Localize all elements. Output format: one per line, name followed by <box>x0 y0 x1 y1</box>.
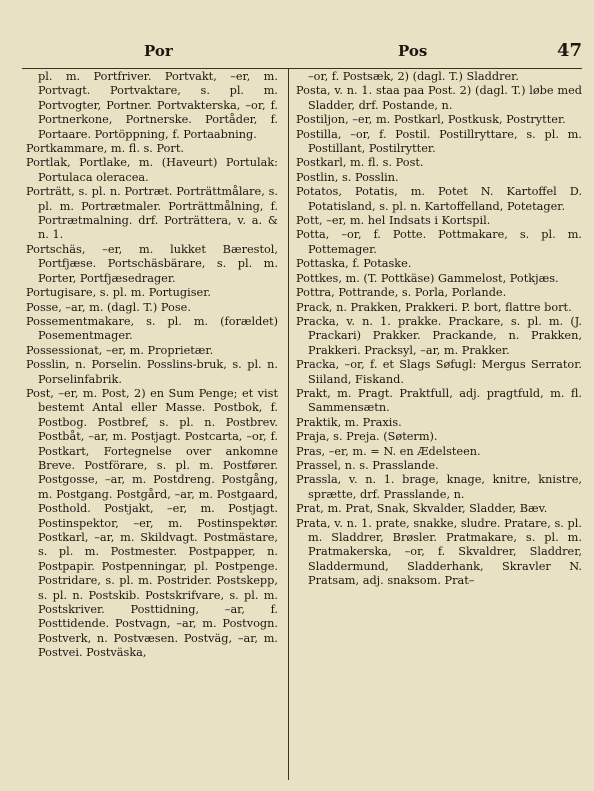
dictionary-entry: Prassel, n. s. Prasslande. <box>296 458 439 472</box>
column-divider <box>288 68 289 780</box>
dictionary-entry: Possessionat, –er, m. Proprietær. <box>26 343 214 357</box>
dictionary-entry: Postilla, –or, f. Postil. Postillryttare, s. pl. m. Postillant, Postilrytter. <box>296 127 582 156</box>
left-column <box>26 70 278 661</box>
dictionary-entry: Pras, –er, m. = N. en Ædelsteen. <box>296 444 481 458</box>
dictionary-entry: Pottkes, m. (T. Pottkäse) Gammelost, Potkjæs. <box>296 271 559 285</box>
dictionary-entry: pl. m. Portfriver. Portvakt, –er, m. Portvagt. Portvaktare, s. pl. m. Portvogter, Portner. Portvakterska, –or, f. Portnerkone, Portnerske. Portåder, f. Portaare. Portöppning, f. Portaabning. <box>38 70 278 141</box>
dictionary-entry: Praja, s. Preja. (Søterm). <box>296 430 438 444</box>
dictionary-entry: Posse, –ar, m. (dagl. T.) Pose. <box>26 300 191 314</box>
page-number: 47 <box>556 40 582 61</box>
dictionary-entry: Pottaska, f. Potaske. <box>296 257 412 271</box>
dictionary-entry: Post, –er, m. Post, 2) en Sum Penge; et vist bestemt Antal eller Masse. Postbok, f. Postbog. Postbref, s. pl. n. Postbrev. Postbåt, –ar, m. Postjagt. Postcarta, –or, f. Postkart, Fortegnelse over ankomne Breve. Postförare, s. pl. m. Postfører. Postgosse, –ar, m. Postdreng. Postgång, m. Postgang. Postgård, –ar, m. Postgaard, Posthold. Postjakt, –er, m. Postjagt. Postinspektor, –er, m. Postinspektør. Postkarl, –ar, m. Skildvagt. Postmästare, s. pl. m. Postmester. Postpapper, n. Postpapir. Postpenningar, pl. Postpenge. Postridare, s. pl. m. Postrider. Postskepp, s. pl. n. Postskib. Postskrifvare, s. pl. m. Postskriver. Posttidning, –ar, f. Posttidende. Postvagn, –ar, m. Postvogn. Postverk, n. Postvæsen. Postväg, –ar, m. Postvei. Postväska, <box>26 386 278 660</box>
dictionary-entry: Prata, v. n. 1. prate, snakke, sludre. Pratare, s. pl. m. Sladdrer, Brøsler. Pratmakare, s. pl. m. Pratmakerska, –or, f. Skvaldrer, Sladdrer, Sladdermund, Sladderhank, Skravler N. Pratsam, adj. snaksom. Prat– <box>296 516 582 588</box>
header-rule <box>22 68 582 69</box>
dictionary-entry: Posta, v. n. 1. staa paa Post. 2) (dagl. T.) løbe med Sladder, drf. Postande, n. <box>296 84 582 112</box>
dictionary-entry: Prack, n. Prakken, Prakkeri. P. bort, flattre bort. <box>296 300 572 314</box>
dictionary-entry: Postkarl, m. fl. s. Post. <box>296 156 424 170</box>
dictionary-entry: Portlak, Portlake, m. (Haveurt) Portulak: Portulaca oleracea. <box>26 156 278 184</box>
dictionary-entry: Postlin, s. Posslin. <box>296 170 399 184</box>
dictionary-entry: Posslin, n. Porselin. Posslins-bruk, s. pl. n. Porselinfabrik. <box>26 358 278 386</box>
right-column <box>296 70 582 589</box>
dictionary-entry: Pracka, v. n. 1. prakke. Prackare, s. pl. m. (J. Prackari) Prakker. Prackande, n. Prakken, Prakkeri. Pracksyl, –ar, m. Prakker. <box>296 314 582 357</box>
dictionary-entry: Pott, –er, m. hel Indsats i Kortspil. <box>296 214 491 228</box>
dictionary-entry: Portkammare, m. fl. s. Port. <box>26 142 184 156</box>
right-guide-word: Pos <box>398 42 428 60</box>
dictionary-entry: Portugisare, s. pl. m. Portugiser. <box>26 286 211 300</box>
dictionary-entry: Porträtt, s. pl. n. Portræt. Porträttmålare, s. pl. m. Portrætmaler. Porträttmålning, f. Portrætmalning. drf. Porträttera, v. a. & n. 1. <box>26 185 278 242</box>
dictionary-entry: Pottra, Pottrande, s. Porla, Porlande. <box>296 286 507 300</box>
dictionary-entry: Potatos, Potatis, m. Potet N. Kartoffel D. Potatisland, s. pl. n. Kartoffelland, Potetager. <box>296 185 582 213</box>
dictionary-entry: Potta, –or, f. Potte. Pottmakare, s. pl. m. Pottemager. <box>296 228 582 256</box>
dictionary-entry: Pracka, –or, f. et Slags Søfugl: Mergus Serrator. Siiland, Fiskand. <box>296 358 582 386</box>
dictionary-entry: Possementmakare, s. pl. m. (forældet) Posementmager. <box>26 314 278 343</box>
dictionary-entry: –or, f. Postsæk, 2) (dagl. T.) Sladdrer. <box>308 70 519 83</box>
dictionary-entry: Prat, m. Prat, Snak, Skvalder, Sladder, Bæv. <box>296 502 548 516</box>
dictionary-entry: Postiljon, –er, m. Postkarl, Postkusk, Postrytter. <box>296 113 566 127</box>
dictionary-entry: Praktik, m. Praxis. <box>296 415 402 429</box>
dictionary-entry: Prassla, v. n. 1. brage, knage, knitre, knistre, sprætte, drf. Prasslande, n. <box>296 473 582 501</box>
dictionary-entry: Prakt, m. Pragt. Praktfull, adj. pragtfuld, m. fl. Sammensætn. <box>296 386 582 415</box>
left-guide-word: Por <box>144 42 173 60</box>
dictionary-entry: Portschäs, –er, m. lukket Bærestol, Portfjæse. Portschäsbärare, s. pl. m. Porter, Portfjæsedrager. <box>26 242 278 285</box>
